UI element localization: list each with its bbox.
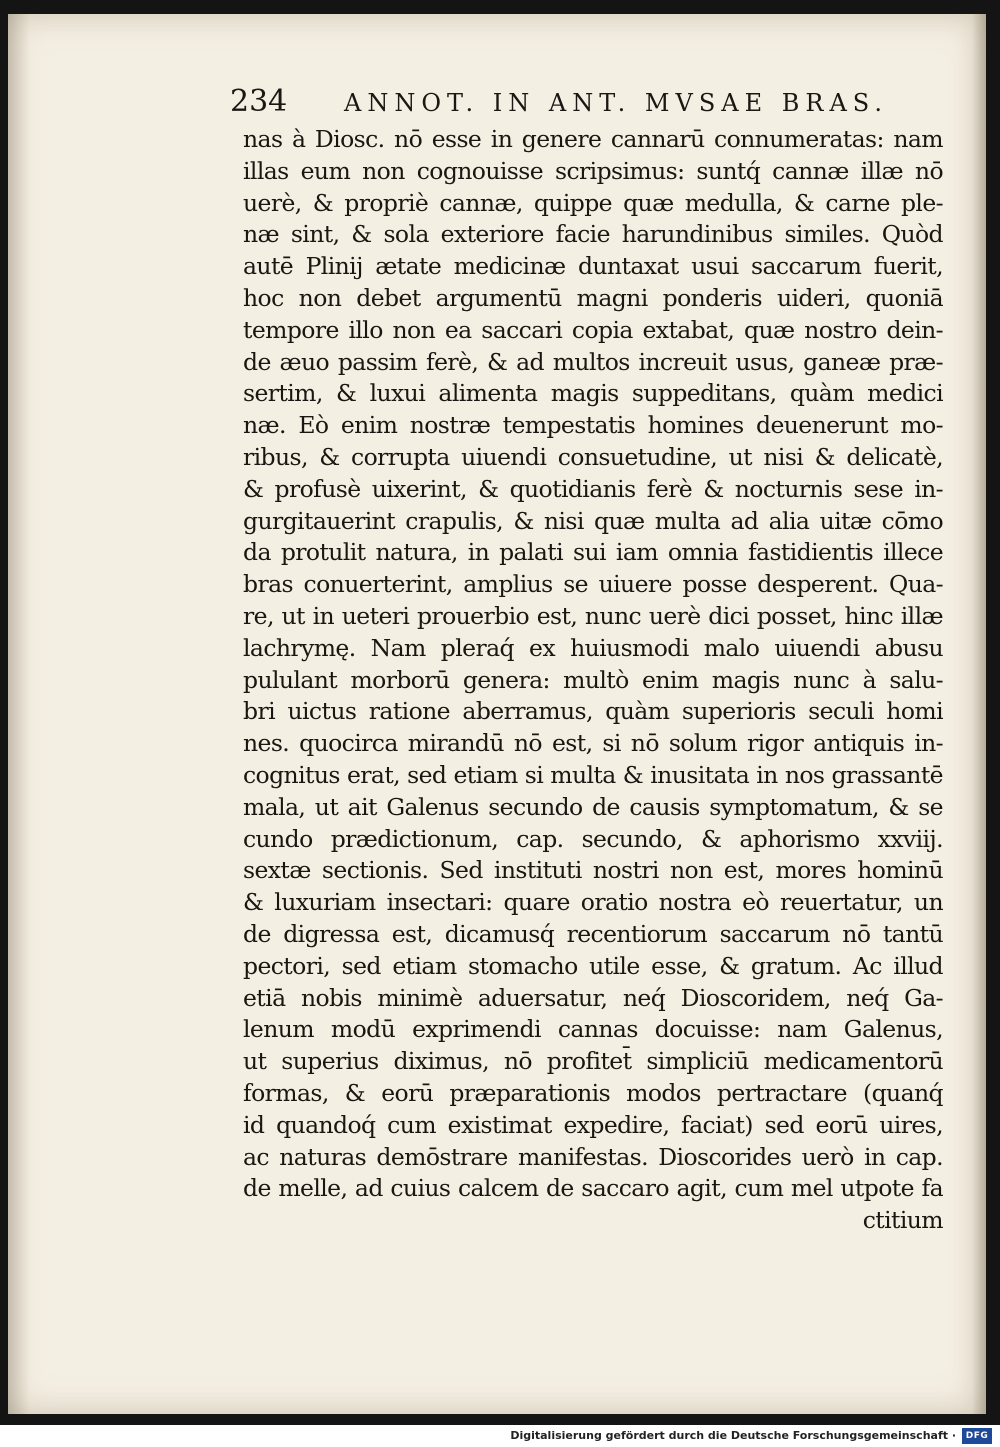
text-line: cundo prædictionum, cap. secundo, & aphorismo xxviij.: [243, 824, 943, 853]
text-line: ac naturas demōstrare manifestas. Dioscorides uerò in cap.: [243, 1142, 943, 1171]
text-line: illas eum non cognouisse scripsimus: suntq́ cannæ illæ nō: [243, 156, 943, 185]
text-line: re, ut in ueteri prouerbio est, nunc uerè dici posset, hinc illæ: [243, 601, 943, 630]
text-line: cognitus erat, sed etiam si multa & inusitata in nos grassantē: [243, 760, 943, 789]
text-line: næ sint, & sola exteriore facie harundinibus similes. Quòd: [243, 220, 943, 249]
text-line: de æuo passim ferè, & ad multos increuit usus, ganeæ præ-: [243, 347, 943, 376]
text-line: sertim, & luxui alimenta magis suppeditans, quàm medici: [243, 379, 943, 408]
text-line: id quandoq́ cum existimat expedire, faciat) sed eorū uires,: [243, 1110, 943, 1139]
text-line: ctitium: [862, 1206, 943, 1235]
text-line: tempore illo non ea saccari copia extabat, quæ nostro dein-: [243, 315, 943, 344]
text-line: nas à Diosc. nō esse in genere cannarū connumeratas: nam: [243, 125, 943, 153]
text-line: da protulit natura, in palati sui iam omnia fastidientis illece: [243, 538, 943, 567]
text-line: formas, & eorū præparationis modos pertractare (quanq́: [243, 1078, 943, 1107]
text-line: uerè, & propriè cannæ, quippe quæ medulla, & carne ple-: [243, 188, 943, 217]
text-line: & luxuriam insectari: quare oratio nostra eò reuertatur, un: [243, 888, 943, 917]
text-line: mala, ut ait Galenus secundo de causis symptomatum, & se: [243, 792, 943, 821]
text-line: pectori, sed etiam stomacho utile esse, & gratum. Ac illud: [243, 951, 943, 980]
text-line: autē Plinij ætate medicinæ duntaxat usui saccarum fuerit,: [243, 252, 943, 281]
text-line: lenum modū exprimendi cannas docuisse: nam Galenus,: [243, 1015, 943, 1044]
text-line: nes. quocirca mirandū nō est, si nō solum rigor antiquis in-: [243, 729, 943, 758]
running-head: [230, 84, 890, 124]
page-number: 234: [230, 84, 288, 119]
page-edge-shadow: [972, 14, 986, 1414]
text-line: de melle, ad cuius calcem de saccaro agit, cum mel utpote fa: [243, 1174, 943, 1203]
text-line: næ. Eò enim nostræ tempestatis homines deuenerunt mo-: [243, 411, 943, 440]
text-line: etiā nobis minimè aduersatur, neq́ Dioscoridem, neq́ Ga-: [243, 983, 943, 1012]
footer-bar: [0, 1425, 1000, 1447]
text-line: sextæ sectionis. Sed instituti nostri non est, mores hominū: [243, 856, 943, 885]
page-gutter-shadow: [8, 14, 30, 1414]
running-head-title: ANNOT. IN ANT. MVSAE BRAS.: [344, 89, 889, 117]
text-line: ut superius diximus, nō profitet̄ simpliciū medicamentorū: [243, 1047, 943, 1076]
text-line: hoc non debet argumentū magni ponderis uideri, quoniā: [243, 283, 943, 312]
text-line: lachrymę. Nam pleraq́ ex huiusmodi malo uiuendi abusu: [243, 633, 943, 662]
text-line: bras conuerterint, amplius se uiuere posse desperent. Qua-: [243, 570, 943, 599]
text-line: gurgitauerint crapulis, & nisi quæ multa ad alia uitæ cōmo: [243, 506, 943, 535]
text-line: de digressa est, dicamusq́ recentiorum saccarum nō tantū: [243, 919, 943, 948]
text-line: bri uictus ratione aberramus, quàm superioris seculi homi: [243, 697, 943, 726]
body-text: [243, 124, 943, 1237]
text-line: ribus, & corrupta uiuendi consuetudine, ut nisi & delicatè,: [243, 442, 943, 471]
funding-credit: Digitalisierung gefördert durch die Deutsche Forschungsgemeinschaft ·: [510, 1429, 956, 1442]
text-line: & profusè uixerint, & quotidianis ferè & nocturnis sese in-: [243, 474, 943, 503]
text-line: pululant morborū genera: multò enim magis nunc à salu-: [243, 665, 943, 694]
dfg-logo-icon: DFG: [962, 1428, 992, 1444]
